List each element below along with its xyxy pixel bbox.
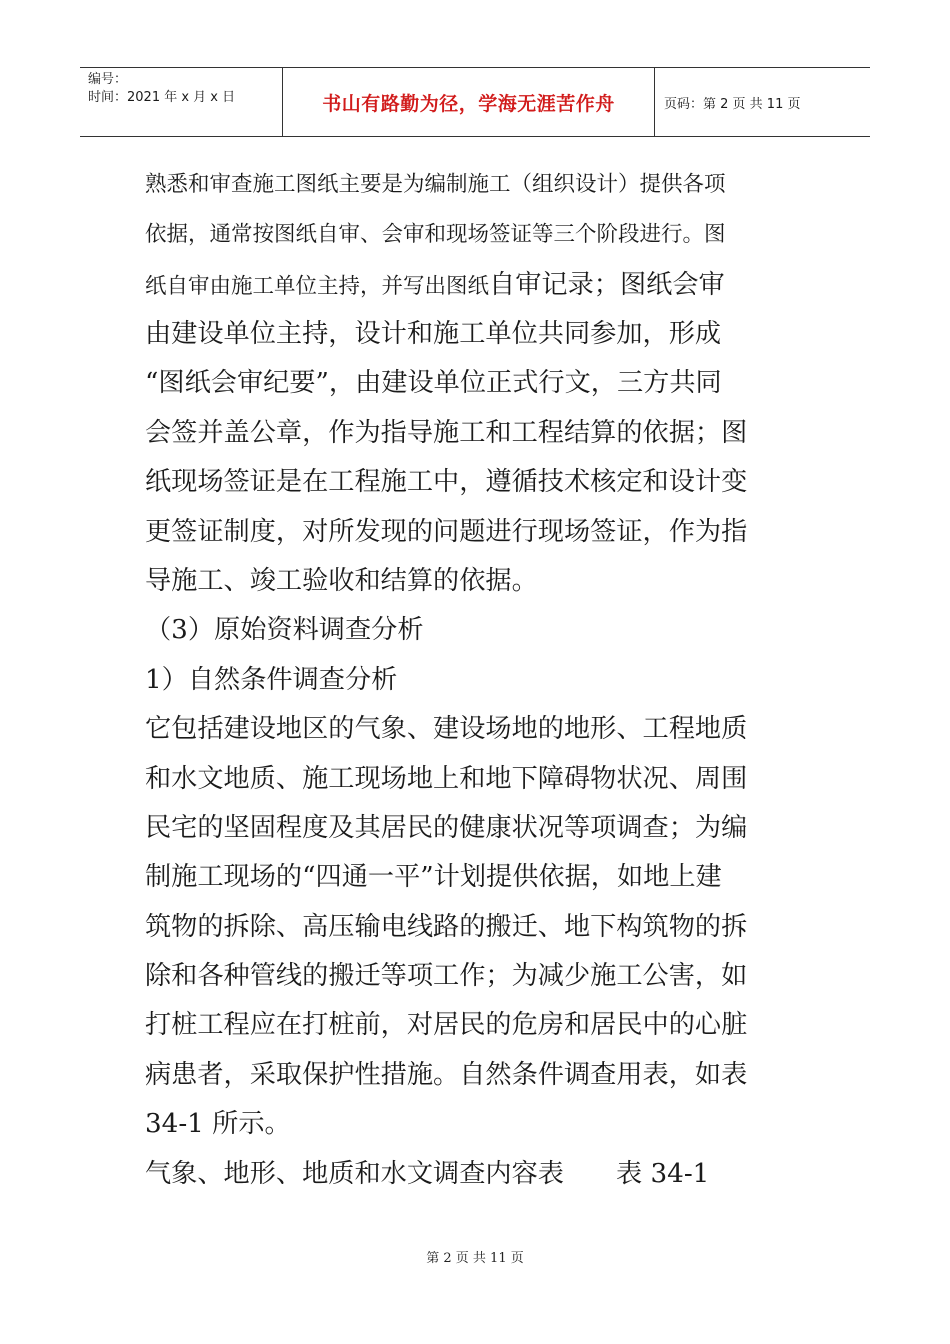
document-body: [145, 160, 813, 1199]
subsection-heading: 1）自然条件调查分析: [145, 664, 398, 695]
body-line: 病患者，采取保护性措施。自然条件调查用表，如表: [145, 1059, 748, 1090]
header-motto: 书山有路勤为径，学海无涯苦作舟: [322, 92, 615, 115]
document-number-label: 编号：: [88, 72, 128, 87]
body-line: “图纸会审纪要”，由建设单位正式行文，三方共同: [145, 368, 722, 399]
body-line: 由建设单位主持，设计和施工单位共同参加，形成: [145, 319, 722, 349]
body-line: 会签并盖公章，作为指导施工和工程结算的依据；图: [145, 417, 748, 448]
header-page-info: 页码：第 2 页 共 11 页: [664, 96, 801, 112]
body-line: 民宅的坚固程度及其居民的健康状况等项调查；为编: [145, 812, 748, 843]
body-line: 依据，通常按图纸自审、会审和现场签证等三个阶段进行。图: [145, 222, 726, 247]
document-date-label: 时间：2021 年 x 月 x 日: [88, 90, 236, 105]
header-meta-cell: [80, 68, 283, 136]
body-line-part: 自审记录；图纸会审: [489, 270, 725, 300]
body-line: 筑物的拆除、高压输电线路的搬迁、地下构筑物的拆: [145, 911, 748, 942]
table-caption-line: [145, 1150, 813, 1199]
table-number: 表 34-1: [616, 1158, 710, 1189]
header-page-cell: [655, 68, 870, 136]
page-footer: 第 2 页 共 11 页: [426, 1251, 524, 1266]
body-line: 纸现场签证是在工程施工中，遵循技术核定和设计变: [145, 467, 748, 498]
header-motto-cell: [283, 68, 655, 136]
page-header: [80, 67, 870, 137]
body-line: 导施工、竣工验收和结算的依据。: [145, 565, 538, 596]
body-line: 34-1 所示。: [145, 1109, 291, 1140]
body-line-part: 纸自审由施工单位主持，并写出图纸: [145, 274, 490, 299]
body-line: 除和各种管线的搬迁等项工作；为减少施工公害，如: [145, 961, 748, 992]
body-line: 它包括建设地区的气象、建设场地的地形、工程地质: [145, 714, 748, 745]
body-line: 制施工现场的“四通一平”计划提供依据，如地上建: [145, 862, 722, 893]
body-line-mixed: [145, 260, 813, 310]
body-line: 和水文地质、施工现场地上和地下障碍物状况、周围: [145, 763, 748, 794]
section-heading: （3）原始资料调查分析: [145, 615, 424, 646]
table-caption: 气象、地形、地质和水文调查内容表: [145, 1158, 564, 1189]
body-line: 熟悉和审查施工图纸主要是为编制施工（组织设计）提供各项: [145, 172, 726, 197]
body-line: 打桩工程应在打桩前，对居民的危房和居民中的心脏: [145, 1010, 748, 1041]
body-line: 更签证制度，对所发现的问题进行现场签证，作为指: [145, 516, 748, 547]
